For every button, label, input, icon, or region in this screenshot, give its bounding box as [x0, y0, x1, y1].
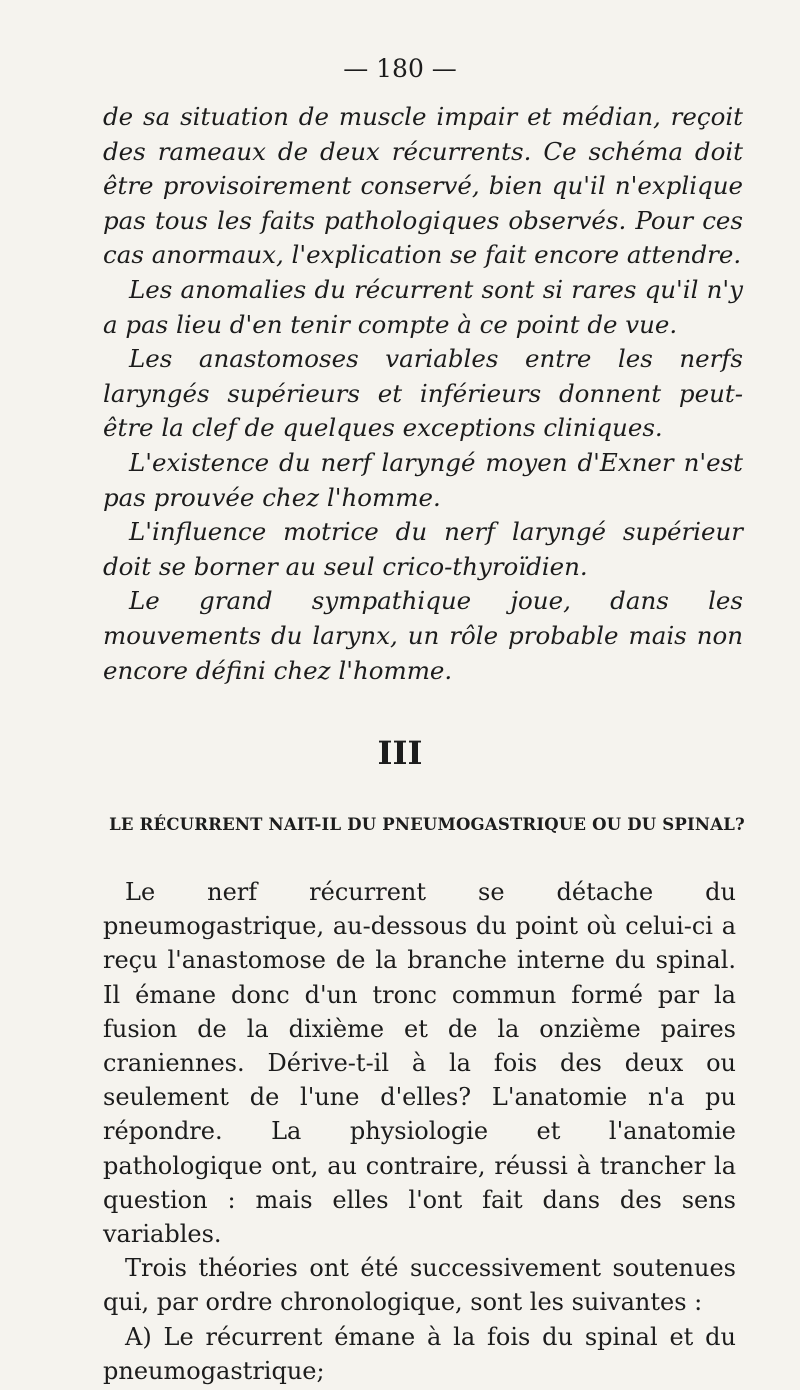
italic-paragraph: L'influence motrice du nerf laryngé supérieur doit se borner au seul crico-thyroïdien. — [103, 517, 743, 581]
body-text — [103, 875, 736, 1388]
italic-paragraph: L'existence du nerf laryngé moyen d'Exner n'est pas prouvée chez l'homme. — [103, 447, 743, 512]
section-heading: LE RÉCURRENT NAIT-IL DU PNEUMOGASTRIQUE OU DU SPINAL? — [109, 815, 745, 834]
body-paragraph: Trois théories ont été successivement soutenues qui, par ordre chronologique, sont les suivantes : — [103, 1254, 736, 1317]
italic-paragraph: Le grand sympathique joue, dans les mouvements du larynx, un rôle probable mais non encore défini chez l'homme. — [103, 586, 743, 685]
section-numeral: III — [377, 734, 423, 772]
conclusions-italic-text — [103, 100, 743, 688]
body-paragraph: Le nerf récurrent se détache du pneumogastrique, au-dessous du point où celui-ci a reçu l'anastomose de la branche interne du spinal. Il émane donc d'un tronc commun formé par la fusion de la dixième et de la onzième paires craniennes. Dérive-t-il à la fois des deux ou seulement de l'une d'elles? L'anatomie n'a pu répondre. La physiologie et l'anatomie pathologique ont, au contraire, réussi à trancher la question : mais elles l'ont fait dans des sens variables. — [103, 878, 736, 1249]
italic-paragraph: Les anomalies du récurrent sont si rares qu'il n'y a pas lieu d'en tenir compte à ce point de vue. — [103, 274, 743, 339]
body-paragraph: A) Le récurrent émane à la fois du spinal et du pneumogastrique; — [103, 1322, 736, 1385]
italic-paragraph: de sa situation de muscle impair et médian, reçoit des rameaux de deux récurrents. Ce schéma doit être provisoirement conservé, bien qu'il n'explique pas tous les faits pathologiques observés. Pour ces cas anormaux, l'explication se fait encore attendre. — [103, 102, 743, 270]
page-number: — 180 — — [343, 54, 457, 83]
italic-paragraph: Les anastomoses variables entre les nerfs laryngés supérieurs et inférieurs donnent peut-être la clef de quelques exceptions cliniques. — [103, 344, 743, 443]
